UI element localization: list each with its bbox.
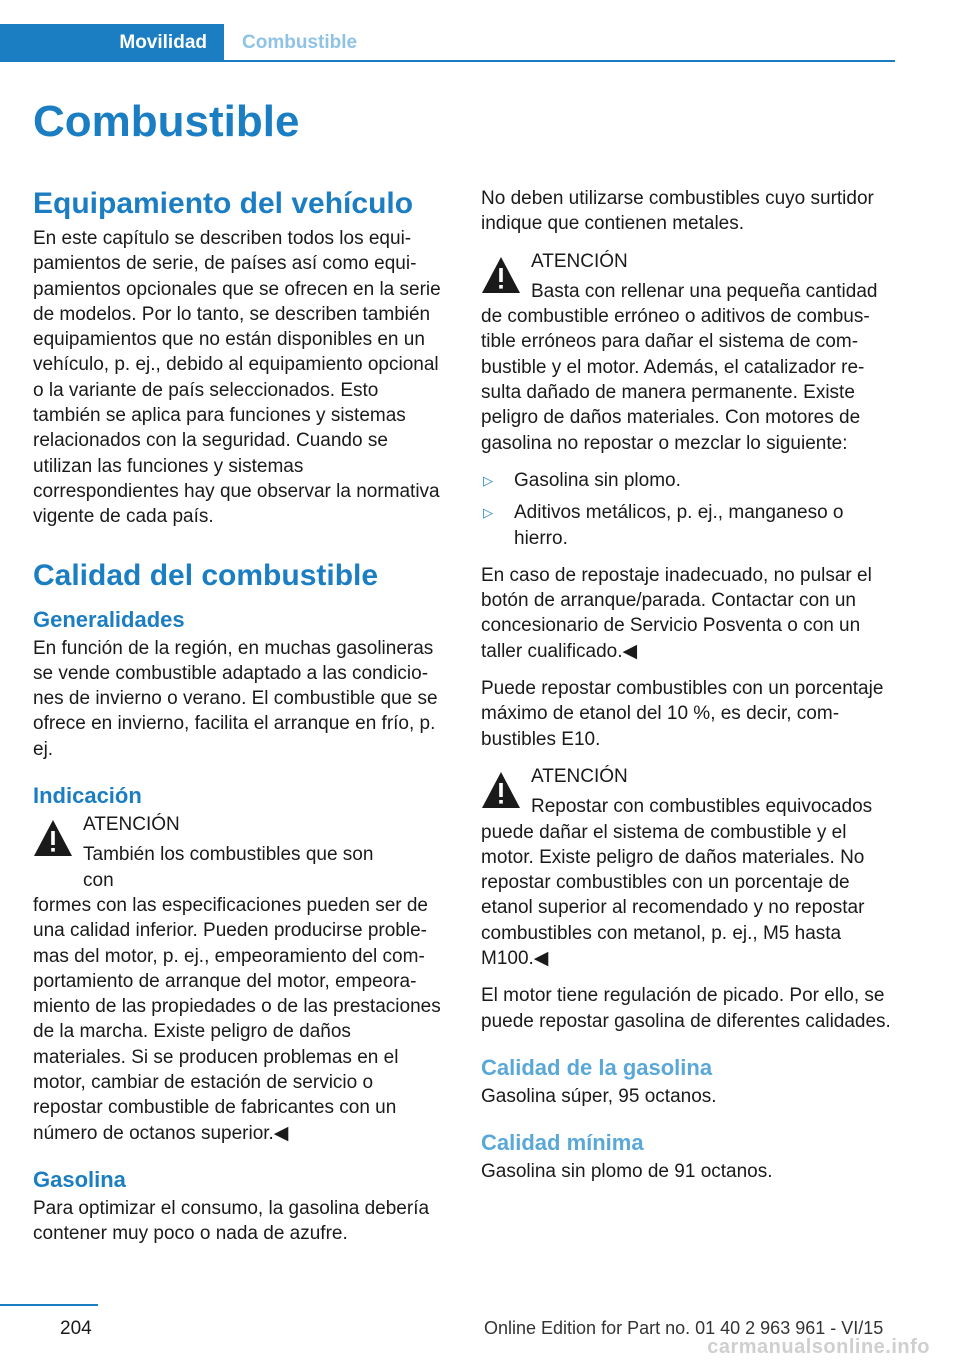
warning-text: de combustible erróneo o aditivos de combustible erróneos para dañar el sistema de combustible y el motor. Además, el catalizador resulta dañado de manera permanente. Existe peligro de daños materiales. Con motores de gasolina no repostar o mezclar lo siguiente: (481, 306, 870, 454)
equipment-text: En este capítulo se describen todos los equipamientos de serie, de países así como equipamientos opcionales que se ofrecen en la serie de modelos. Por lo tanto, se describen también equipamientos que no están disponibles en un vehículo, p. ej., debido al equipamiento opcional o la variante de país seleccionados. Esto también se aplica para funciones y sistemas relacionados con la seguridad. Cuando se utilizan las funciones y sistemas correspondientes hay que observar la normativa vigente de cada país. (33, 228, 441, 528)
warning-text: formes con las especificaciones pueden ser de una calidad inferior. Pueden producirse problemas del motor, p. ej., empeoramiento del comportamiento de arranque del motor, empeoramiento de las propiedades o de las prestaciones de la marcha. Existe peligro de daños materiales. Si se producen problemas en el motor, cambiar de estación de servicio o repostar combustible de fabricantes con un número de octanos superior.◀ (33, 894, 441, 1144)
wrong-fuel-text: En caso de repostaje inadecuado, no pulsar el botón de arranque/parada. Contactar con un concesionario de Servicio Posventa o con un taller cualificado.◀ (481, 564, 872, 662)
right-column (481, 186, 896, 1197)
equipment-heading: Equipamiento del vehículo (33, 187, 414, 220)
warning-label: ATENCIÓN (83, 814, 180, 836)
warning-text-first: También los combustibles que son con (83, 844, 374, 891)
warning-label: ATENCIÓN (531, 250, 628, 272)
triangle-right-icon: ▷ (483, 505, 493, 521)
warning-triangle-icon (33, 818, 73, 858)
watermark: carmanualsonline.info (707, 1336, 930, 1358)
gasoline-heading: Gasolina (33, 1166, 126, 1192)
warning-triangle-icon (481, 255, 521, 295)
warning-label: ATENCIÓN (531, 765, 628, 787)
warning-block-1 (33, 812, 448, 1146)
gasoline-quality-heading: Calidad de la gasolina (481, 1054, 713, 1080)
minimum-quality-text: Gasolina sin plomo de 91 octanos. (481, 1161, 773, 1183)
edition-footer: Online Edition for Part no. 01 40 2 963 961 - VI/15 (484, 1318, 884, 1338)
ethanol-text: Puede repostar combustibles con un porcentaje máximo de etanol del 10 %, es decir, combustibles E10. (481, 678, 884, 750)
list-item (481, 468, 896, 493)
gasoline-quality-text: Gasolina súper, 95 octanos. (481, 1085, 717, 1107)
gasoline-text: Para optimizar el consumo, la gasolina debería contener muy poco o nada de azufre. (33, 1197, 430, 1245)
minimum-quality-heading: Calidad mínima (481, 1130, 644, 1156)
warning-triangle-icon (481, 770, 521, 810)
warning-block-2 (481, 249, 896, 456)
current-tab[interactable]: Combustible (242, 32, 358, 53)
chapter-title: Combustible (33, 97, 300, 146)
warning-text-first: Repostar con combustibles equivocados (531, 796, 873, 818)
knock-text: El motor tiene regulación de picado. Por ello, se puede repostar gasolina de diferentes calidades. (481, 985, 891, 1032)
notice-heading: Indicación (33, 783, 142, 809)
left-column (33, 186, 448, 1259)
warning-block-3 (481, 764, 896, 971)
fuel-quality-heading: Calidad del combustible (33, 558, 379, 592)
warning-text: puede dañar el sistema de combustible y el motor. Existe peligro de daños materiales. No repostar combustibles con un porcentaje de etanol superior al recomendado y no repostar combustibles con metanol, p. ej., M5 hasta M100.◀ (481, 821, 865, 970)
list-item-text: Aditivos metálicos, p. ej., manganeso o hierro. (514, 502, 844, 549)
header-rule (224, 60, 895, 62)
bullet-list (481, 468, 896, 551)
metals-text: No deben utilizarse combustibles cuyo surtidor indique que contienen metales. (481, 188, 874, 235)
header-bar (0, 24, 895, 62)
list-item (481, 500, 896, 551)
triangle-right-icon: ▷ (483, 472, 493, 488)
general-heading: Generalidades (33, 606, 185, 632)
list-item-text: Gasolina sin plomo. (514, 469, 681, 491)
page-number-rule (0, 1304, 98, 1306)
warning-text-first: Basta con rellenar una pequeña cantidad (531, 280, 878, 302)
section-tab[interactable]: Movilidad (0, 24, 224, 62)
page-number: 204 (60, 1318, 92, 1339)
general-text: En función de la región, en muchas gasolineras se vende combustible adaptado a las condiciones de invierno o verano. El combustible que se ofrece en invierno, facilita el arranque en frío, p. ej. (33, 637, 438, 760)
